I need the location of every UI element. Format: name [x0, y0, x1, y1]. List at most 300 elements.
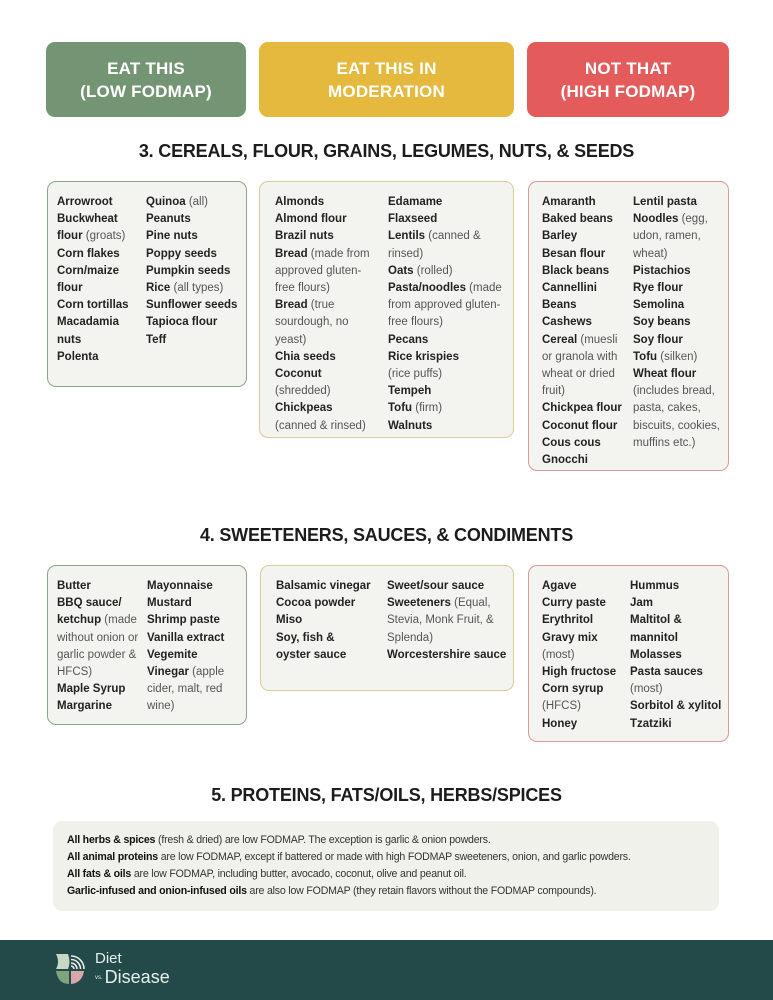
food-item [147, 578, 224, 595]
food-item [147, 698, 224, 715]
food-name: Poppy seeds [146, 247, 217, 260]
food-item [542, 452, 622, 469]
food-item [542, 263, 622, 280]
food-name: Tzatziki [630, 717, 672, 730]
food-name: Sunflower seeds [146, 299, 238, 312]
food-name: Pine nuts [146, 230, 198, 243]
food-name: Besan flour [542, 247, 606, 260]
food-item [542, 332, 622, 349]
food-name: Butter [57, 580, 91, 592]
food-item [630, 647, 721, 664]
diet-vs-disease-logo-icon [54, 952, 88, 986]
food-item [630, 595, 721, 612]
s4-low-col2 [147, 578, 224, 716]
food-name: Wheat flour [633, 368, 697, 381]
food-item [387, 578, 506, 595]
food-item [57, 263, 129, 280]
food-note: wheat) [633, 247, 668, 260]
food-note: (egg, [678, 213, 708, 226]
food-name: Corn syrup [542, 683, 604, 696]
s4-high-col2 [630, 578, 721, 733]
food-name: Jam [630, 597, 654, 610]
food-item [388, 418, 502, 435]
food-item [633, 383, 720, 400]
header-high-line1: NOT THAT [584, 58, 672, 78]
food-note: or granola with [542, 350, 618, 363]
food-item [633, 332, 720, 349]
food-name: High fructose [542, 666, 617, 679]
food-item [275, 280, 370, 297]
food-name: Corn flakes [57, 247, 120, 260]
food-item [542, 366, 622, 383]
food-name: Walnuts [388, 419, 433, 432]
food-item [542, 698, 616, 715]
food-name: nuts [57, 333, 82, 346]
food-name: Amaranth [542, 196, 596, 208]
food-name: Flaxseed [388, 213, 438, 226]
food-item [57, 578, 138, 595]
food-name: Maltitol & [630, 614, 682, 627]
food-item [147, 630, 224, 647]
food-item [633, 246, 720, 263]
food-item [542, 630, 616, 647]
food-name: Vanilla extract [147, 631, 225, 644]
food-note: (all) [185, 196, 208, 208]
food-item [147, 612, 224, 629]
food-item [276, 612, 371, 629]
food-name: Mustard [147, 597, 192, 610]
food-item [542, 612, 616, 629]
food-name: Macadamia [57, 316, 120, 329]
food-name: Balsamic vinegar [276, 580, 371, 592]
section-3-title: 3. CEREALS, FLOUR, GRAINS, LEGUMES, NUTS, & SEEDS [138, 141, 635, 161]
food-item [542, 578, 616, 595]
food-name: Tempeh [388, 385, 432, 398]
food-name: Cannellini [542, 282, 597, 295]
food-item [57, 681, 138, 698]
food-name: Quinoa [146, 196, 186, 208]
food-item [276, 595, 371, 612]
brand-line1: Diet [95, 950, 122, 967]
food-note: wine) [147, 700, 175, 713]
food-item [387, 630, 506, 647]
food-item [542, 716, 616, 733]
s4-low-col1 [57, 578, 138, 716]
food-item [542, 280, 622, 297]
food-name: Soy beans [633, 316, 691, 329]
s4-moderate-box [260, 565, 514, 691]
food-item [275, 211, 370, 228]
food-name: Vegemite [147, 648, 198, 661]
food-item [57, 314, 129, 331]
food-note: (firm) [412, 402, 443, 415]
food-note: yeast) [275, 333, 307, 346]
food-item [633, 297, 720, 314]
s4-high-col1 [542, 578, 616, 733]
food-note: free flours) [388, 316, 443, 329]
header-low-line1: EAT THIS [107, 58, 185, 78]
food-item [57, 647, 138, 664]
food-note: (rice puffs) [388, 368, 443, 381]
food-item [542, 314, 622, 331]
food-item [542, 349, 622, 366]
food-item [388, 246, 502, 263]
food-item [633, 314, 720, 331]
food-item [275, 366, 370, 383]
food-name: Chickpeas [275, 402, 333, 415]
food-item [275, 194, 370, 211]
food-name: Beans [542, 299, 577, 312]
food-note: from approved gluten- [388, 299, 501, 312]
food-note: (groats) [82, 230, 126, 243]
food-item [146, 246, 237, 263]
food-name: Coconut [275, 368, 322, 381]
food-name: Pumpkin seeds [146, 264, 231, 277]
food-item [275, 400, 370, 417]
food-item [542, 595, 616, 612]
food-item [388, 194, 502, 211]
food-note: (silken) [657, 350, 698, 363]
food-name: Lentils [388, 230, 426, 243]
food-name: Pasta/noodles [388, 282, 466, 295]
food-name: Corn/maize [57, 264, 119, 277]
food-name: Brazil nuts [275, 230, 334, 243]
food-name: Bread [275, 247, 308, 260]
food-note: biscuits, cookies, [633, 419, 720, 432]
food-note: (muesli [577, 333, 618, 346]
food-name: Chia seeds [275, 350, 336, 363]
food-name: Pistachios [633, 264, 691, 277]
header-moderation-line2: MODERATION [328, 81, 445, 101]
header-moderation-line1: EAT THIS IN [336, 58, 437, 78]
food-item [57, 246, 129, 263]
food-item [146, 263, 237, 280]
food-item [276, 578, 371, 595]
food-item [630, 716, 721, 733]
food-note: wheat or dried [542, 368, 615, 381]
food-item [633, 400, 720, 417]
header-moderation [259, 42, 514, 117]
food-item [147, 595, 224, 612]
food-item [387, 612, 506, 629]
food-name: Arrowroot [57, 196, 113, 208]
food-item [275, 383, 370, 400]
food-note: pasta, cakes, [633, 402, 701, 415]
food-item [387, 647, 506, 664]
food-name: Gravy mix [542, 631, 598, 644]
category-headers [46, 42, 729, 117]
food-item [542, 228, 622, 245]
food-item [388, 297, 502, 314]
food-name: Buckwheat [57, 213, 118, 226]
food-item [542, 246, 622, 263]
food-item [388, 383, 502, 400]
food-item [542, 647, 616, 664]
food-name: Pasta sauces [630, 666, 703, 679]
header-high-fodmap [527, 42, 729, 117]
food-name: Oats [388, 264, 414, 277]
food-name: Agave [542, 580, 577, 592]
food-name: Edamame [388, 196, 443, 208]
food-item [57, 612, 138, 629]
food-item [146, 228, 237, 245]
food-item [633, 349, 720, 366]
food-note: (shredded) [275, 385, 331, 398]
food-note: cider, malt, red [147, 683, 223, 696]
s3-moderate-box [259, 181, 514, 438]
food-item [542, 400, 622, 417]
s3-high-box [528, 181, 729, 471]
food-item [275, 263, 370, 280]
food-name: Baked beans [542, 213, 613, 226]
food-item [146, 280, 237, 297]
food-name: Rice krispies [388, 350, 459, 363]
food-name: Margarine [57, 700, 112, 713]
food-item [630, 664, 721, 681]
food-name: Mayonnaise [147, 580, 213, 592]
food-note: HFCS) [57, 666, 93, 679]
food-item [146, 297, 237, 314]
food-item [57, 211, 129, 228]
food-item [57, 297, 129, 314]
info-line-infused-oils: Garlic-infused and onion-infused oils are also low FODMAP (they retain flavors without the FODMAP compounds). [67, 885, 597, 897]
food-item [57, 194, 129, 211]
food-name: Molasses [630, 648, 682, 661]
food-item [633, 435, 720, 452]
food-name: Vinegar [147, 666, 189, 679]
food-item [542, 664, 616, 681]
food-name: Pecans [388, 333, 429, 346]
food-item [630, 630, 721, 647]
food-item [276, 630, 371, 647]
food-name: Chickpea flour [542, 402, 622, 415]
food-item [275, 297, 370, 314]
info-line-fats: All fats & oils are low FODMAP, including butter, avocado, coconut, olive and peanut oil. [67, 868, 467, 880]
food-item [388, 211, 502, 228]
food-note: (canned & [425, 230, 481, 243]
food-name: mannitol [630, 631, 678, 644]
food-item [147, 681, 224, 698]
food-name: Honey [542, 717, 578, 730]
food-item [388, 332, 502, 349]
food-name: Bread [275, 299, 308, 312]
food-note: (HFCS) [542, 700, 581, 713]
food-item [275, 246, 370, 263]
food-item [275, 314, 370, 331]
food-item [630, 698, 721, 715]
food-note: (Equal, [450, 597, 491, 610]
info-line-herbs: All herbs & spices (fresh & dried) are low FODMAP. The exception is garlic & onion powders. [67, 834, 491, 846]
s3-low-col1 [57, 194, 129, 366]
food-item [542, 435, 622, 452]
food-item [630, 578, 721, 595]
food-item [146, 332, 237, 349]
food-name: Erythritol [542, 614, 594, 627]
food-item [57, 698, 138, 715]
s4-low-box [47, 565, 247, 725]
food-item [57, 664, 138, 681]
food-name: Tofu [388, 402, 413, 415]
food-item [275, 418, 370, 435]
food-name: Tapioca flour [146, 316, 218, 329]
food-item [388, 400, 502, 417]
food-name: flour [57, 282, 83, 295]
food-item [633, 211, 720, 228]
food-note: (includes bread, [633, 385, 715, 398]
food-name: Corn tortillas [57, 299, 129, 312]
footer [0, 940, 773, 1000]
food-name: Curry paste [542, 597, 606, 610]
food-name: Teff [146, 333, 167, 346]
food-name: Semolina [633, 299, 685, 312]
brand-line2-wrap [95, 967, 170, 988]
food-name: Soy, fish & [276, 631, 335, 644]
food-item [387, 595, 506, 612]
food-item [542, 681, 616, 698]
food-name: Cous cous [542, 436, 601, 449]
food-item [146, 211, 237, 228]
info-line-proteins: All animal proteins are low FODMAP, except if battered or made with high FODMAP sweeteners, onion, and garlic powders. [67, 851, 631, 863]
food-name: Miso [276, 614, 303, 627]
food-name: Almonds [275, 196, 325, 208]
food-item [57, 228, 129, 245]
food-item [276, 647, 371, 664]
food-item [146, 314, 237, 331]
food-name: oyster sauce [276, 648, 347, 661]
food-item [57, 349, 129, 366]
food-name: Sweeteners [387, 597, 451, 610]
food-name: Noodles [633, 213, 679, 226]
food-note: fruit) [542, 385, 565, 398]
food-item [57, 595, 138, 612]
food-note: approved gluten- [275, 264, 362, 277]
food-item [147, 647, 224, 664]
food-note: rinsed) [388, 247, 424, 260]
food-item [275, 349, 370, 366]
food-item [146, 194, 237, 211]
food-note: (apple [188, 666, 225, 679]
food-item [57, 630, 138, 647]
food-name: Polenta [57, 350, 99, 363]
section-5-title: 5. PROTEINS, FATS/OILS, HERBS/SPICES [211, 785, 562, 805]
food-note: (made [101, 614, 137, 627]
food-item [630, 681, 721, 698]
food-item [633, 280, 720, 297]
food-name: BBQ sauce/ [57, 597, 122, 610]
s4-moderate-col2 [387, 578, 506, 664]
s3-moderate-col1 [275, 194, 370, 435]
food-name: Black beans [542, 264, 610, 277]
header-low-fodmap [46, 42, 246, 117]
food-name: Soy flour [633, 333, 683, 346]
food-item [542, 383, 622, 400]
food-item [57, 332, 129, 349]
s3-high-col2 [633, 194, 720, 452]
food-name: ketchup [57, 614, 102, 627]
s3-moderate-col2 [388, 194, 502, 435]
food-name: Rice [146, 282, 171, 295]
food-name: Rye flour [633, 282, 683, 295]
food-name: Gnocchi [542, 454, 589, 467]
food-item [388, 349, 502, 366]
food-item [633, 194, 720, 211]
food-note: (true [307, 299, 335, 312]
brand-wordmark [95, 951, 170, 988]
brand-vs: vs. [95, 975, 103, 982]
food-item [388, 280, 502, 297]
food-item [542, 418, 622, 435]
food-item [275, 228, 370, 245]
s3-low-box [47, 181, 247, 387]
food-name: Lentil pasta [633, 196, 697, 208]
food-item [542, 194, 622, 211]
food-item [388, 366, 502, 383]
food-name: Tofu [633, 350, 658, 363]
food-item [275, 332, 370, 349]
food-item [633, 263, 720, 280]
food-note: (made from [307, 247, 370, 260]
food-note: (made [465, 282, 502, 295]
food-name: Sweet/sour sauce [387, 580, 485, 592]
header-high-line2: (HIGH FODMAP) [560, 81, 696, 101]
food-note: sourdough, no [275, 316, 349, 329]
header-low-line2: (LOW FODMAP) [80, 81, 212, 101]
food-item [630, 612, 721, 629]
food-note: (canned & rinsed) [275, 419, 366, 432]
food-name: Cocoa powder [276, 597, 356, 610]
food-name: Peanuts [146, 213, 191, 226]
food-note: (rolled) [413, 264, 453, 277]
food-name: Worcestershire sauce [387, 648, 507, 661]
food-note: (most) [630, 683, 663, 696]
food-item [542, 297, 622, 314]
food-name: Sorbitol & xylitol [630, 700, 722, 713]
food-note: free flours) [275, 282, 330, 295]
food-note: udon, ramen, [633, 230, 701, 243]
food-note: Stevia, Monk Fruit, & [387, 614, 494, 627]
food-item [633, 418, 720, 435]
food-item [542, 211, 622, 228]
s4-high-box [528, 565, 729, 742]
food-item [388, 314, 502, 331]
food-note: (all types) [170, 282, 224, 295]
food-name: Barley [542, 230, 578, 243]
s4-moderate-col1 [276, 578, 371, 664]
s3-low-col2 [146, 194, 237, 349]
brand-line2: Disease [104, 967, 170, 987]
food-name: Almond flour [275, 213, 347, 226]
section-4-title: 4. SWEETENERS, SAUCES, & CONDIMENTS [199, 525, 574, 545]
food-item [57, 280, 129, 297]
food-item [633, 366, 720, 383]
food-note: garlic powder & [57, 648, 137, 661]
food-item [388, 263, 502, 280]
food-name: Cereal [542, 333, 578, 346]
food-name: Coconut flour [542, 419, 618, 432]
food-note: without onion or [57, 631, 139, 644]
food-name: Maple Syrup [57, 683, 126, 696]
s5-info-box [53, 821, 719, 911]
food-note: (most) [542, 648, 575, 661]
food-note: Splenda) [387, 631, 434, 644]
food-name: flour [57, 230, 83, 243]
food-note: muffins etc.) [633, 436, 696, 449]
food-name: Hummus [630, 580, 680, 592]
food-name: Cashews [542, 316, 592, 329]
s3-high-col1 [542, 194, 622, 469]
food-item [147, 664, 224, 681]
food-item [388, 228, 502, 245]
